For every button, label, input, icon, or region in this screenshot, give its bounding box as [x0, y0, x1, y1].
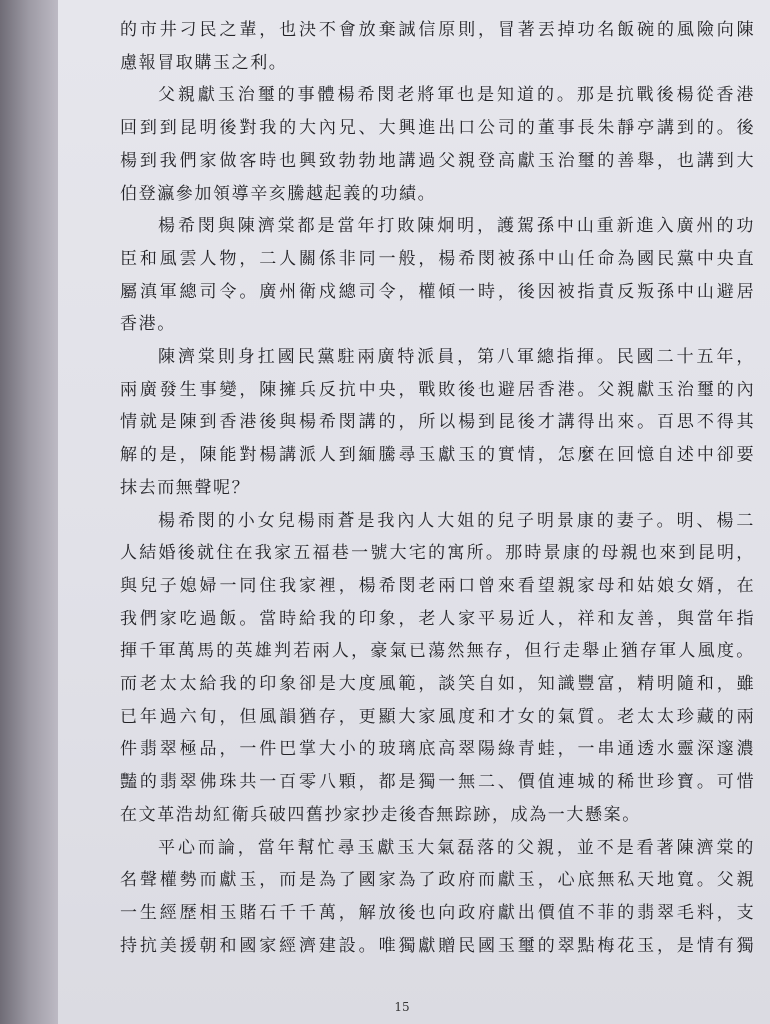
text-line: 伯登瀛參加領導辛亥騰越起義的功績。: [120, 183, 437, 204]
book-page: [58, 0, 770, 1024]
text-line: 我們家吃過飯。當時給我的印象，老人家平易近人，祥和友善，與當年指: [120, 608, 757, 629]
text-line: 香港。: [120, 314, 176, 335]
text-line: 平心而論，當年幫忙尋玉獻玉大氣磊落的父親，並不是看著陳濟棠的: [158, 837, 757, 858]
text-line: 而老太太給我的印象卻是大度風範，談笑自如，知識豐富，精明隨和，雖: [120, 674, 757, 694]
text-line: 人結婚後就住在我家五福巷一號大宅的寓所。那時景康的母親也來到昆明，: [120, 543, 756, 564]
text-line: 回到到昆明後對我的大內兄、大興進出口公司的董事長朱靜亭講到的。後: [120, 118, 757, 139]
text-line: 父親獻玉治璽的事體楊希閔老將軍也是知道的。那是抗戰後楊從香港: [158, 85, 757, 106]
text-line: 楊希閔的小女兒楊雨蒼是我內人大姐的兒子明景康的妻子。明、楊二: [158, 510, 757, 531]
text-line: 解的是，陳能對楊講派人到緬騰尋玉獻玉的實情，怎麼在回憶自述中卻要: [120, 445, 757, 466]
text-line: 抹去而無聲呢？: [120, 477, 251, 498]
text-line: 在文革浩劫紅衛兵破四舊抄家抄走後杳無踪跡，成為一大懸案。: [120, 804, 641, 825]
text-line: 楊希閔與陳濟棠都是當年打敗陳炯明，護駕孫中山重新進入廣州的功: [158, 216, 757, 237]
text-line: 陳濟棠則身扛國民黨駐兩廣特派員，第八軍總指揮。民國二十五年，: [158, 347, 757, 367]
text-line: 臣和風雲人物，二人關係非同一般，楊希閔被孫中山任命為國民黨中央直: [120, 248, 757, 269]
text-line: 豔的翡翠佛珠共一百零八顆，都是獨一無二、價值連城的稀世珍寶。可惜: [120, 772, 757, 793]
text-line: 持抗美援朝和國家經濟建設。唯獨獻贈民國玉璽的翠點梅花玉，是情有獨: [120, 935, 757, 956]
text-line: 屬滇軍總司令。廣州衛戍總司令，權傾一時，後因被指責反叛孫中山避居: [120, 281, 757, 302]
text-line: 情就是陳到香港後與楊希閔講的，所以楊到昆後才講得出來。百思不得其: [120, 412, 757, 433]
text-line: 的市井刁民之輩，也決不會放棄誠信原則，冒著丟掉功名飯碗的風險向陳: [120, 20, 757, 40]
text-line: 兩廣發生事變，陳擁兵反抗中央，戰敗後也避居香港。父親獻玉治璽的內: [120, 379, 757, 400]
text-line: 件翡翠極品，一件巴掌大小的玻璃底高翠陽綠青蛙，一串通透水靈深邃濃: [120, 739, 757, 760]
text-line: 已年過六旬，但風韻猶存，更顯大家風度和才女的氣質。老太太珍藏的兩: [120, 706, 757, 727]
text-line: 與兒子媳婦一同住我家裡，楊希閔老兩口曾來看望親家母和姑娘女婿，在: [120, 575, 757, 596]
text-line: 慮報冒取購玉之利。: [120, 52, 288, 73]
book-gutter-shadow: [0, 0, 64, 1024]
text-line: 揮千軍萬馬的英雄判若兩人，豪氣已蕩然無存，但行走舉止猶存軍人風度。: [120, 641, 756, 662]
page-number: 15: [394, 1000, 410, 1014]
text-line: 名聲權勢而獻玉，而是為了國家為了政府而獻玉，心底無私天地寬。父親: [120, 870, 757, 891]
text-line: 一生經歷相玉賭石千千萬，解放後也向政府獻出價值不菲的翡翠毛料，支: [120, 902, 757, 923]
text-line: 楊到我們家做客時也興致勃勃地講過父親登高獻玉治璽的善舉，也講到大: [120, 150, 757, 171]
